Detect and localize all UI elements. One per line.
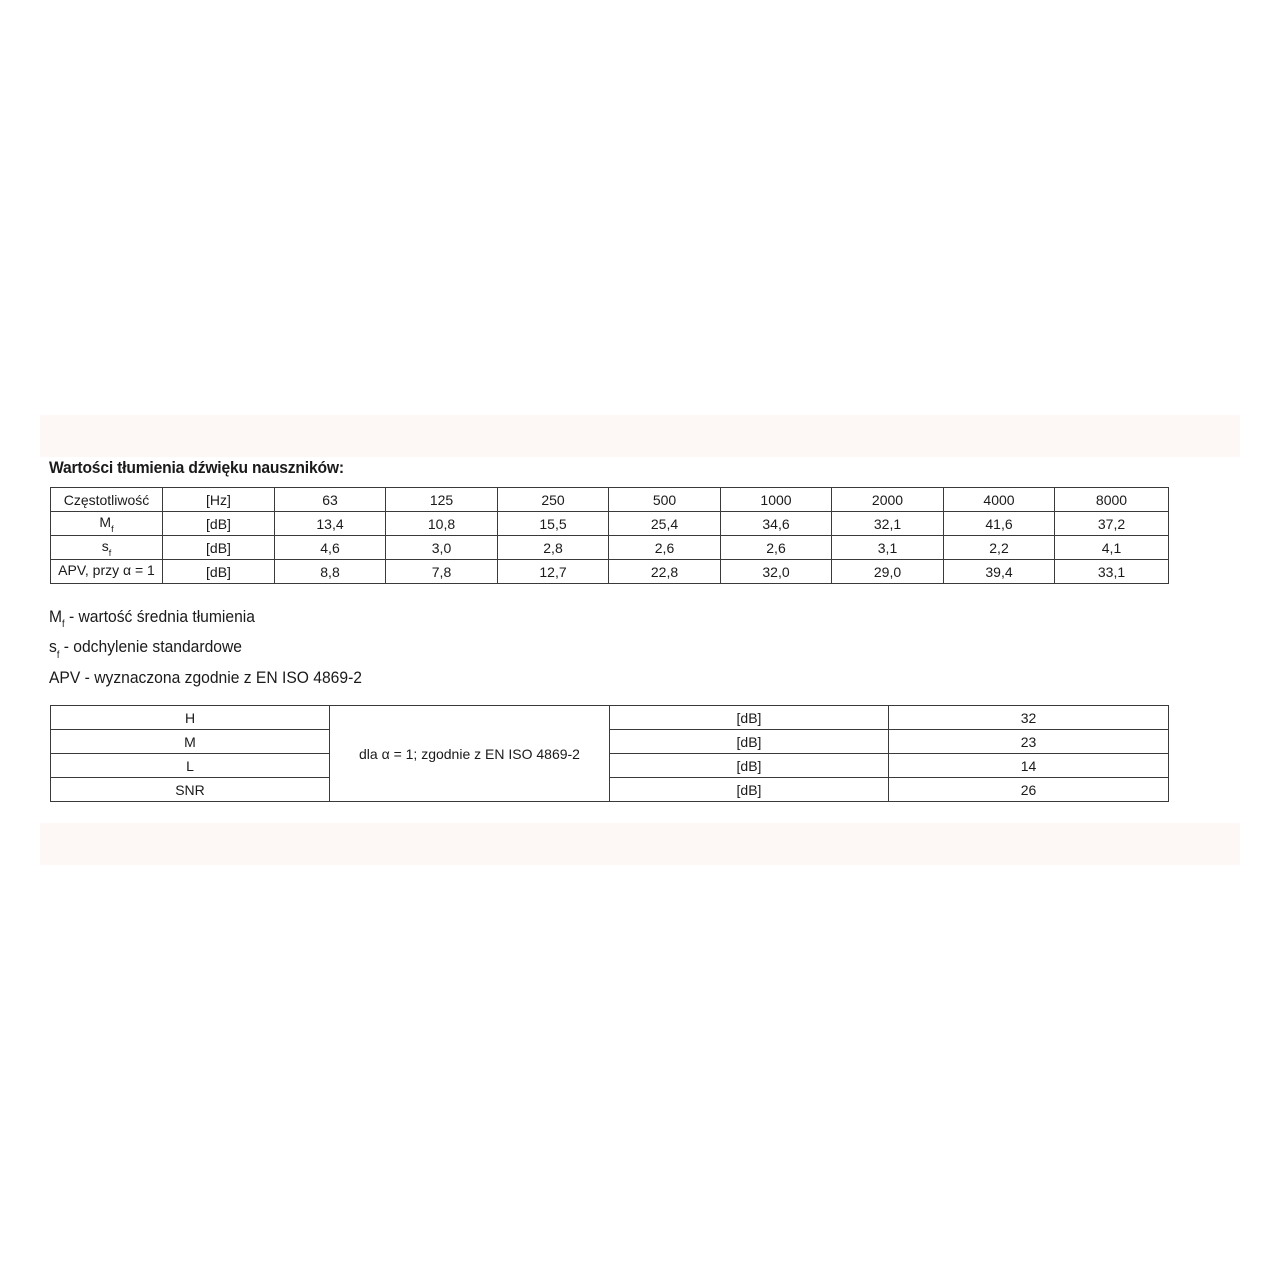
legend (49, 605, 362, 696)
unit-cell: [dB] (163, 512, 275, 536)
value-cell: 8,8 (275, 560, 386, 584)
value-cell: 14 (889, 754, 1169, 778)
rating-label: SNR (51, 778, 330, 802)
value-cell: 3,1 (832, 536, 944, 560)
table-header-row (51, 488, 1169, 512)
page-title: Wartości tłumienia dźwięku nauszników: (49, 458, 344, 477)
value-cell: 12,7 (498, 560, 609, 584)
value-cell: 7,8 (386, 560, 498, 584)
header-cell: [Hz] (163, 488, 275, 512)
table-row (51, 754, 1169, 778)
legend-item: $M_f$ - wartość średnia tłumienia (49, 607, 255, 631)
header-cell: 1000 (721, 488, 832, 512)
value-cell: 33,1 (1055, 560, 1169, 584)
value-cell: 25,4 (609, 512, 721, 536)
value-cell: 2,6 (609, 536, 721, 560)
unit-cell: [dB] (610, 778, 889, 802)
value-cell: 26 (889, 778, 1169, 802)
value-cell: 2,8 (498, 536, 609, 560)
value-cell: 4,1 (1055, 536, 1169, 560)
value-cell: 2,2 (944, 536, 1055, 560)
unit-cell: [dB] (610, 754, 889, 778)
unit-cell: [dB] (610, 706, 889, 730)
value-cell: 34,6 (721, 512, 832, 536)
header-cell: 2000 (832, 488, 944, 512)
unit-cell: [dB] (163, 536, 275, 560)
row-label: $s_f$ (51, 536, 163, 560)
value-cell: 39,4 (944, 560, 1055, 584)
header-cell: 125 (386, 488, 498, 512)
unit-cell: [dB] (163, 560, 275, 584)
header-cell: Częstotliwość (51, 488, 163, 512)
value-cell: 29,0 (832, 560, 944, 584)
top-band (40, 415, 1240, 457)
value-cell: 4,6 (275, 536, 386, 560)
rating-table (50, 705, 1169, 802)
value-cell: 22,8 (609, 560, 721, 584)
table-row (51, 560, 1169, 584)
row-label: $M_f$ (51, 512, 163, 536)
value-cell: 3,0 (386, 536, 498, 560)
value-cell: 32 (889, 706, 1169, 730)
header-cell: 4000 (944, 488, 1055, 512)
rating-label: L (51, 754, 330, 778)
header-cell: 63 (275, 488, 386, 512)
attenuation-table (50, 487, 1169, 584)
value-cell: 32,0 (721, 560, 832, 584)
legend-item: APV - wyznaczona zgodnie z EN ISO 4869-2 (49, 667, 362, 687)
value-cell: 10,8 (386, 512, 498, 536)
bottom-band (40, 823, 1240, 865)
legend-item: $s_f$ - odchylenie standardowe (49, 637, 242, 661)
value-cell: 23 (889, 730, 1169, 754)
table-row (51, 706, 1169, 730)
table-row (51, 730, 1169, 754)
table-row (51, 512, 1169, 536)
unit-cell: [dB] (610, 730, 889, 754)
rating-note: dla α = 1; zgodnie z EN ISO 4869-2 (330, 706, 610, 802)
rating-label: M (51, 730, 330, 754)
rating-label: H (51, 706, 330, 730)
value-cell: 2,6 (721, 536, 832, 560)
table-row (51, 536, 1169, 560)
value-cell: 32,1 (832, 512, 944, 536)
value-cell: 13,4 (275, 512, 386, 536)
value-cell: 41,6 (944, 512, 1055, 536)
value-cell: 15,5 (498, 512, 609, 536)
row-label: APV, przy α = 1 (51, 560, 163, 584)
header-cell: 8000 (1055, 488, 1169, 512)
table-row (51, 778, 1169, 802)
value-cell: 37,2 (1055, 512, 1169, 536)
header-cell: 250 (498, 488, 609, 512)
header-cell: 500 (609, 488, 721, 512)
